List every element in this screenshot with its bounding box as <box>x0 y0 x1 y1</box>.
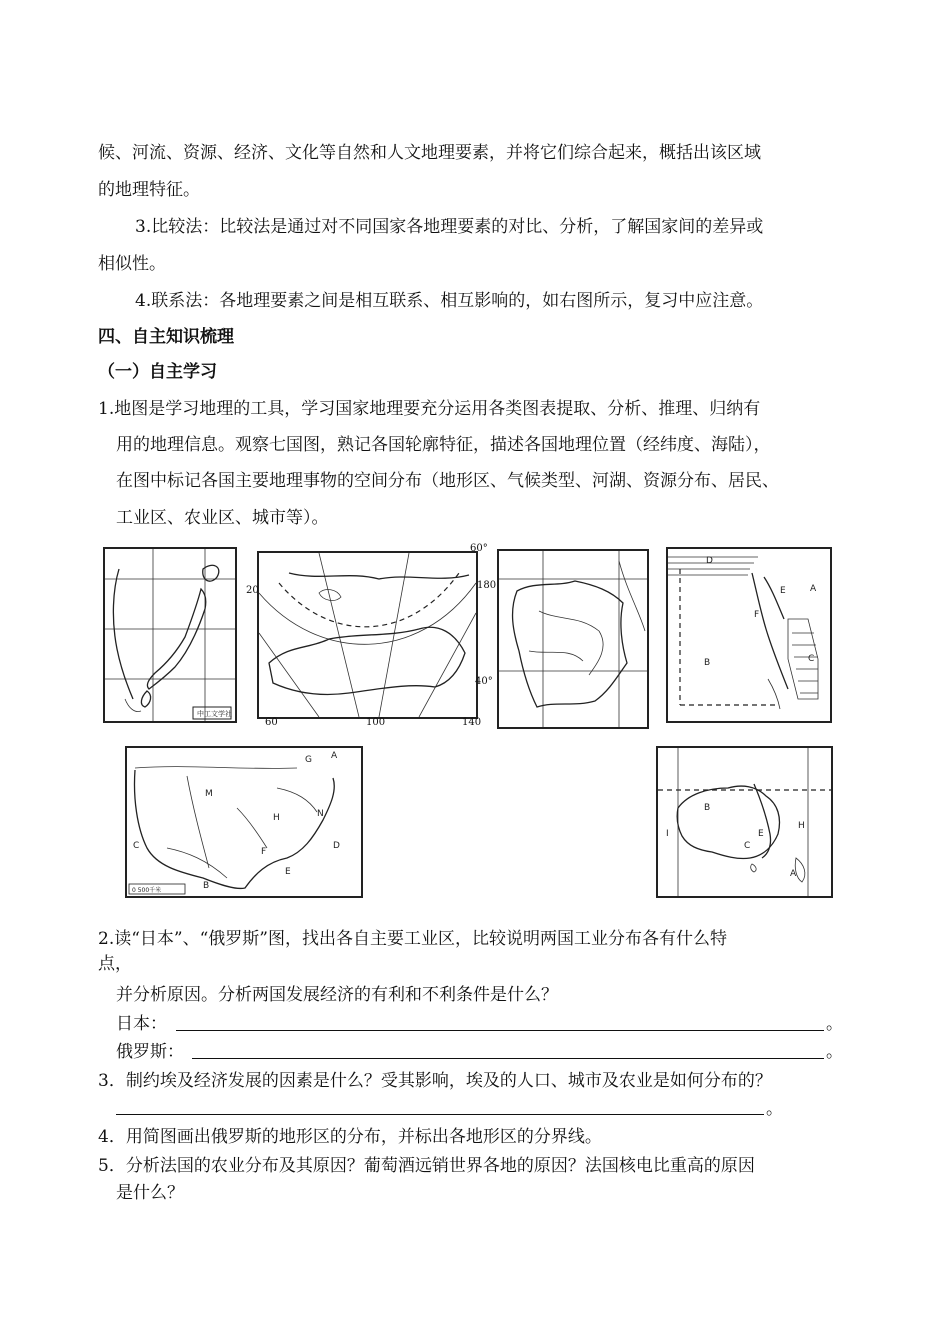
japan-answer-field[interactable] <box>176 1030 824 1031</box>
russia-answer-field[interactable] <box>192 1058 824 1059</box>
map-label-i: I <box>666 829 669 839</box>
map-label-a: A <box>790 869 797 879</box>
subsection-heading: （一）自主学习 <box>98 362 217 382</box>
question-2-line: 2.读“日本”、“俄罗斯”图，找出各自主要工业区，比较说明两国工业分布各有什么特 <box>98 929 727 949</box>
question-5-line: 是什么？ <box>116 1183 184 1203</box>
map-label-h: H <box>798 821 805 831</box>
question-1-line: 用的地理信息。观察七国图，熟记各国轮廓特征，描述各国地理位置（经纬度、海陆）， <box>116 435 771 455</box>
map-label-c: C <box>133 841 140 851</box>
map-label: 60° <box>470 543 488 554</box>
map-label-f: F <box>754 610 760 620</box>
question-4-line: 4．用简图画出俄罗斯的地形区的分布，并标出各地形区的分界线。 <box>98 1127 602 1147</box>
usa-map <box>125 746 363 898</box>
egypt-answer-field[interactable] <box>116 1114 764 1115</box>
paragraph-line: 4.联系法：各地理要素之间是相互联系、相互影响的，如右图所示，复习中应注意。 <box>135 291 764 311</box>
map-label-h: H <box>273 813 280 823</box>
map-label: 40° <box>475 676 493 687</box>
map-label-a: A <box>331 751 338 761</box>
japan-answer-label: 日本： <box>116 1014 167 1034</box>
map-label-c: C <box>808 654 815 664</box>
australia-map <box>656 746 833 898</box>
russia-answer-label: 俄罗斯： <box>116 1042 184 1062</box>
map-label-n: N <box>317 809 324 819</box>
answer-period: 。 <box>826 1042 843 1062</box>
map-label-e: E <box>780 586 786 596</box>
map-label: 100 <box>366 717 386 728</box>
answer-period: 。 <box>766 1099 783 1119</box>
map-label-b: B <box>704 803 711 813</box>
map-scale: 0 500千米 <box>132 887 162 894</box>
map-label-g: G <box>305 755 312 765</box>
question-2-line: 点， <box>98 954 132 974</box>
question-5-line: 5．分析法国的农业分布及其原因？葡萄酒远销世界各地的原因？法国核电比重高的原因 <box>98 1156 755 1176</box>
map-label-b: B <box>203 881 210 891</box>
map-label-e: E <box>758 829 764 839</box>
paragraph-line: 3.比较法：比较法是通过对不同国家各地理要素的对比、分析，了解国家间的差异或 <box>135 217 764 237</box>
question-2-line: 并分析原因。分析两国发展经济的有利和不利条件是什么？ <box>116 985 558 1005</box>
france-map <box>497 549 649 729</box>
egypt-map <box>666 547 832 723</box>
map-label-f: F <box>261 847 267 857</box>
map-label-e: E <box>285 867 291 877</box>
question-3-line: 3．制约埃及经济发展的因素是什么？受其影响，埃及的人口、城市及农业是如何分布的？ <box>98 1071 772 1091</box>
russia-map <box>257 551 478 719</box>
map-label-d: D <box>706 556 713 566</box>
japan-map <box>103 547 237 723</box>
paragraph-line: 的地理特征。 <box>98 180 200 200</box>
map-label: 180 <box>477 580 497 591</box>
map-label: 140 <box>462 717 482 728</box>
map-label-c: C <box>744 841 751 851</box>
section-heading: 四、自主知识梳理 <box>98 327 234 347</box>
paragraph-line: 候、河流、资源、经济、文化等自然和人文地理要素，并将它们综合起来，概括出该区域 <box>98 143 761 163</box>
map-stamp-text: 中工文学社 <box>197 710 232 718</box>
map-label: 20 <box>246 585 259 596</box>
map-label-b: B <box>704 658 711 668</box>
answer-period: 。 <box>826 1014 843 1034</box>
question-1-line: 在图中标记各国主要地理事物的空间分布（地形区、气候类型、河湖、资源分布、居民、 <box>116 471 779 491</box>
paragraph-line: 相似性。 <box>98 254 166 274</box>
map-label-d: D <box>333 841 340 851</box>
question-1-line: 1.地图是学习地理的工具，学习国家地理要充分运用各类图表提取、分析、推理、归纳有 <box>98 399 761 419</box>
question-1-line: 工业区、农业区、城市等）。 <box>116 508 329 528</box>
map-label-m: M <box>205 789 213 799</box>
map-label-a: A <box>810 584 817 594</box>
map-label: 60 <box>265 717 278 728</box>
